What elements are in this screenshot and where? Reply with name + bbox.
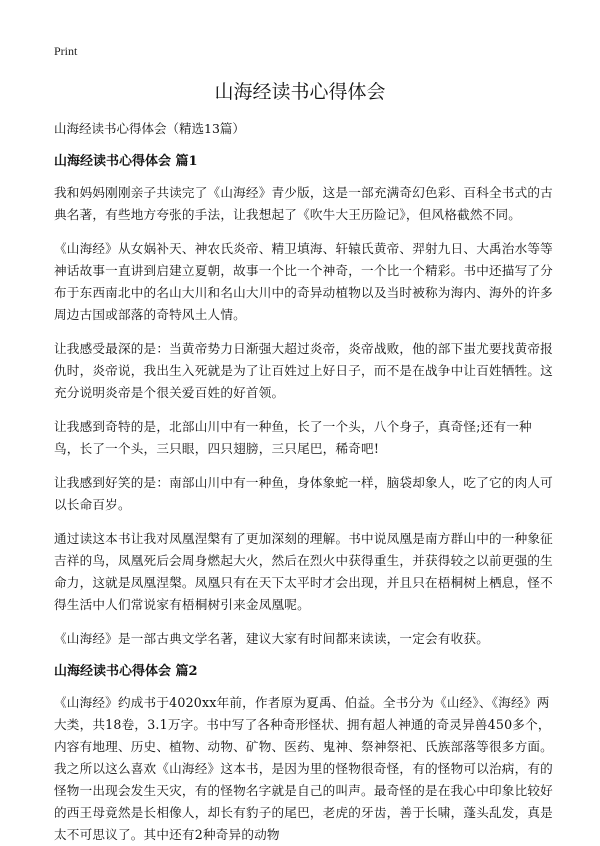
paragraph: 让我感到奇特的是，北部山川中有一种鱼，长了一个头，八个身子，真奇怪;还有一种鸟，长了一个头，三只眼，四只翅膀，三只尾巴，稀奇吧!: [54, 419, 532, 456]
paragraph: 让我感到好笑的是：南部山川中有一种鱼，身体象蛇一样，脑袋却象人，吃了它的肉人可以长命百岁。: [54, 475, 553, 512]
paragraph: 《山海经》约成书于4020xx年前，作者原为夏禹、伯益。全书分为《山经》、《海经》两大类，共18卷，3.1万字。书中写了各种奇形怪状、拥有超人神通的奇灵异兽450多个，内容有地理、历史、植物、动物、矿物、医药、鬼神、祭神祭祀、氏族部落等很多方面。我之所以这么喜欢《山海经》这本书，是因为里的怪物很奇怪，有的怪物可以治病，有的怪物一出现会发生天灾，有的怪物名字就是自己的叫声。最奇怪的是在我心中印象比较好的西王母竟然是长相像人，却长有豹子的尾巴，老虎的牙齿，善于长啸，蓬头乱发，真是太不可思议了。其中还有2种奇异的动物: [54, 695, 553, 842]
document-body: [54, 118, 554, 846]
section-heading-2: 山海经读书心得体会 篇2: [54, 664, 198, 679]
paragraph: 让我感受最深的是：当黄帝势力日渐强大超过炎帝，炎帝战败，他的部下蚩尤要找黄帝报仇时，炎帝说，我出生入死就是为了让百姓过上好日子，而不是在战争中让百姓牺牲。这充分说明炎帝是个很关爱百姓的好首领。: [54, 341, 553, 400]
document-subtitle: 山海经读书心得体会（精选13篇）: [54, 121, 245, 136]
paragraph: 《山海经》从女娲补天、神农氏炎帝、精卫填海、轩辕氏黄帝、羿射九日、大禹治水等等神话故事一直讲到启建立夏朝，故事一个比一个神奇，一个比一个精彩。书中还描写了分布于东西南北中的名山大川和名山大川中的奇异动植物以及当时被称为海内、海外的许多周边古国或部落的奇特风土人情。: [54, 241, 553, 322]
page-title: 山海经读书心得体会: [214, 81, 386, 103]
paragraph: 通过读这本书让我对凤凰涅槃有了更加深刻的理解。书中说凤凰是南方群山中的一种象征吉祥的鸟，凤凰死后会周身燃起大火，然后在烈火中获得重生，并获得较之以前更强的生命力，这就是凤凰涅槃。凤凰只有在天下太平时才会出现，并且只在梧桐树上栖息，怪不得生活中人们常说家有梧桐树引来金凤凰呢。: [54, 531, 553, 612]
paragraph: 《山海经》是一部古典文学名著，建议大家有时间都来读读，一定会有收获。: [54, 631, 489, 646]
paragraph: 我和妈妈刚刚亲子共读完了《山海经》青少版，这是一部充满奇幻色彩、百科全书式的古典名著，有些地方夸张的手法，让我想起了《吹牛大王历险记》，但风格截然不同。: [54, 185, 553, 222]
print-label: Print: [54, 44, 78, 58]
section-heading-1: 山海经读书心得体会 篇1: [54, 154, 198, 169]
